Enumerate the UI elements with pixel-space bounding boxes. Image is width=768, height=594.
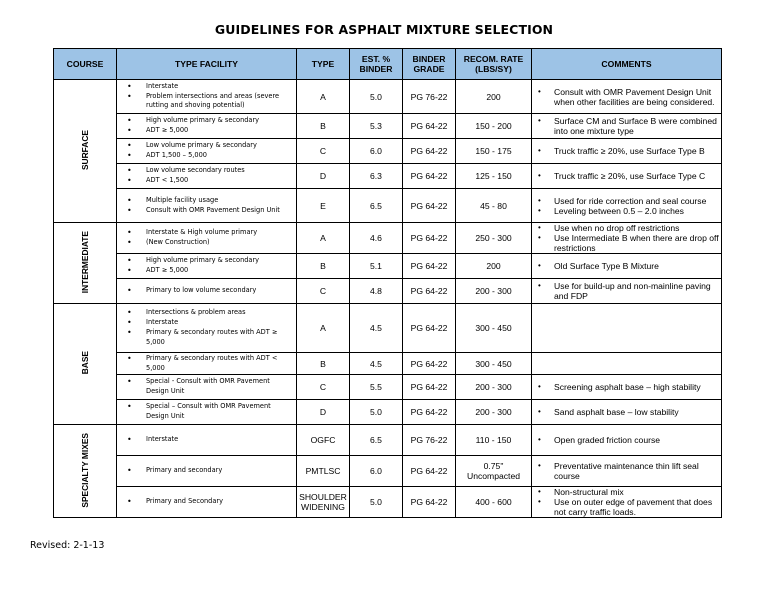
binder-grade-cell: PG 76-22 bbox=[403, 425, 456, 456]
type-facility-cell bbox=[117, 487, 297, 518]
facility-list bbox=[119, 377, 294, 397]
type-cell: PMTLSC bbox=[297, 456, 350, 487]
comments-cell bbox=[532, 164, 722, 189]
comments-cell bbox=[532, 400, 722, 425]
comments-cell bbox=[532, 189, 722, 223]
facility-item: • Primary and Secondary bbox=[119, 497, 294, 507]
facility-list bbox=[119, 286, 294, 296]
comments-cell bbox=[532, 254, 722, 279]
type-facility-cell bbox=[117, 80, 297, 114]
comment-item: • Preventative maintenance thin lift seal course bbox=[534, 461, 719, 481]
comments-cell bbox=[532, 139, 722, 164]
type-cell: C bbox=[297, 375, 350, 400]
comment-item: • Sand asphalt base – low stability bbox=[534, 407, 719, 417]
comments-cell bbox=[532, 487, 722, 518]
type-facility-cell bbox=[117, 353, 297, 375]
comments-cell bbox=[532, 223, 722, 254]
facility-item: • Low volume primary & secondary bbox=[119, 141, 294, 151]
comment-item: • Surface CM and Surface B were combined into one mixture type bbox=[534, 116, 719, 136]
type-facility-cell bbox=[117, 304, 297, 353]
facility-item: • Interstate & High volume primary bbox=[119, 228, 294, 238]
type-cell: B bbox=[297, 353, 350, 375]
table-row bbox=[54, 487, 722, 518]
type-facility-cell bbox=[117, 139, 297, 164]
recom-rate-cell: 200 - 300 bbox=[456, 375, 532, 400]
est-binder-cell: 5.0 bbox=[350, 400, 403, 425]
facility-item: • Interstate bbox=[119, 435, 294, 445]
recom-rate-cell: 200 bbox=[456, 254, 532, 279]
facility-item: • Problem intersections and areas (severe rutting and shoving potential) bbox=[119, 92, 294, 112]
est-binder-cell: 6.0 bbox=[350, 139, 403, 164]
est-binder-cell: 4.6 bbox=[350, 223, 403, 254]
facility-item: • Primary and secondary bbox=[119, 466, 294, 476]
binder-grade-cell: PG 64-22 bbox=[403, 189, 456, 223]
facility-item: • High volume primary & secondary bbox=[119, 256, 294, 266]
comment-item: • Truck traffic ≥ 20%, use Surface Type C bbox=[534, 171, 719, 181]
recom-rate-cell: 150 - 175 bbox=[456, 139, 532, 164]
est-binder-cell: 4.5 bbox=[350, 304, 403, 353]
comment-item: • Use on outer edge of pavement that does not carry traffic loads. bbox=[534, 497, 719, 517]
asphalt-mixture-table bbox=[53, 48, 722, 518]
recom-rate-cell: 0.75" Uncompacted bbox=[456, 456, 532, 487]
table-row bbox=[54, 279, 722, 304]
facility-list bbox=[119, 228, 294, 248]
recom-rate-cell: 300 - 450 bbox=[456, 304, 532, 353]
recom-rate-cell: 200 - 300 bbox=[456, 400, 532, 425]
binder-grade-cell: PG 64-22 bbox=[403, 254, 456, 279]
comments-cell bbox=[532, 456, 722, 487]
facility-item: • Special - Consult with OMR Pavement Design Unit bbox=[119, 377, 294, 397]
est-binder-cell: 6.3 bbox=[350, 164, 403, 189]
header-row bbox=[54, 49, 722, 80]
recom-rate-cell: 110 - 150 bbox=[456, 425, 532, 456]
table-row bbox=[54, 425, 722, 456]
table-row bbox=[54, 164, 722, 189]
type-cell: D bbox=[297, 164, 350, 189]
facility-list bbox=[119, 435, 294, 445]
binder-grade-cell: PG 64-22 bbox=[403, 304, 456, 353]
type-cell: C bbox=[297, 139, 350, 164]
facility-item: • (New Construction) bbox=[119, 238, 294, 248]
est-binder-cell: 5.5 bbox=[350, 375, 403, 400]
binder-grade-cell: PG 64-22 bbox=[403, 279, 456, 304]
type-facility-cell bbox=[117, 223, 297, 254]
recom-rate-cell: 300 - 450 bbox=[456, 353, 532, 375]
facility-item: • Primary & secondary routes with ADT < 5,000 bbox=[119, 354, 294, 374]
type-cell: B bbox=[297, 114, 350, 139]
facility-item: • Intersections & problem areas bbox=[119, 308, 294, 318]
comment-item: • Non-structural mix bbox=[534, 487, 719, 497]
comment-item: • Screening asphalt base – high stability bbox=[534, 382, 719, 392]
facility-item: • ADT < 1,500 bbox=[119, 176, 294, 186]
table-row bbox=[54, 353, 722, 375]
facility-list bbox=[119, 141, 294, 161]
binder-grade-cell: PG 64-22 bbox=[403, 487, 456, 518]
est-binder-cell: 6.5 bbox=[350, 425, 403, 456]
facility-list bbox=[119, 466, 294, 476]
course-label: INTERMEDIATE bbox=[80, 230, 90, 294]
type-cell: D bbox=[297, 400, 350, 425]
header-binder-grade: BINDER GRADE bbox=[403, 49, 456, 80]
comments-list bbox=[534, 87, 719, 107]
course-cell bbox=[54, 223, 117, 304]
comment-item: • Truck traffic ≥ 20%, use Surface Type B bbox=[534, 146, 719, 156]
binder-grade-cell: PG 64-22 bbox=[403, 456, 456, 487]
table-row bbox=[54, 375, 722, 400]
facility-item: • Multiple facility usage bbox=[119, 196, 294, 206]
facility-list bbox=[119, 256, 294, 276]
comment-item: • Use for build-up and non-mainline paving and FDP bbox=[534, 281, 719, 301]
table-row bbox=[54, 189, 722, 223]
recom-rate-cell: 150 - 200 bbox=[456, 114, 532, 139]
facility-list bbox=[119, 354, 294, 374]
table-row bbox=[54, 254, 722, 279]
type-facility-cell bbox=[117, 254, 297, 279]
comments-list bbox=[534, 407, 719, 417]
table-row bbox=[54, 456, 722, 487]
comments-cell bbox=[532, 80, 722, 114]
facility-list bbox=[119, 82, 294, 111]
comments-list bbox=[534, 196, 719, 216]
revision-date: Revised: 2-1-13 bbox=[30, 540, 105, 551]
recom-rate-cell: 200 bbox=[456, 80, 532, 114]
table-body bbox=[54, 80, 722, 518]
comments-list bbox=[534, 382, 719, 392]
type-facility-cell bbox=[117, 279, 297, 304]
facility-item: • Consult with OMR Pavement Design Unit bbox=[119, 206, 294, 216]
comment-item: • Use Intermediate B when there are drop off restrictions bbox=[534, 233, 719, 253]
est-binder-cell: 5.0 bbox=[350, 80, 403, 114]
binder-grade-cell: PG 64-22 bbox=[403, 353, 456, 375]
type-facility-cell bbox=[117, 164, 297, 189]
table-row bbox=[54, 114, 722, 139]
facility-item: • ADT 1,500 – 5,000 bbox=[119, 151, 294, 161]
table-row bbox=[54, 139, 722, 164]
facility-list bbox=[119, 166, 294, 186]
comments-cell bbox=[532, 425, 722, 456]
comments-list bbox=[534, 435, 719, 445]
table-row bbox=[54, 80, 722, 114]
est-binder-cell: 4.8 bbox=[350, 279, 403, 304]
type-cell: E bbox=[297, 189, 350, 223]
header-recom-rate: RECOM. RATE (LBS/SY) bbox=[456, 49, 532, 80]
comments-list bbox=[534, 487, 719, 517]
facility-list bbox=[119, 116, 294, 136]
facility-item: • Primary & secondary routes with ADT ≥ 5,000 bbox=[119, 328, 294, 348]
est-binder-cell: 5.3 bbox=[350, 114, 403, 139]
binder-grade-cell: PG 64-22 bbox=[403, 114, 456, 139]
type-facility-cell bbox=[117, 425, 297, 456]
course-cell bbox=[54, 80, 117, 223]
header-est-binder: EST. % BINDER bbox=[350, 49, 403, 80]
type-cell: A bbox=[297, 80, 350, 114]
facility-list bbox=[119, 196, 294, 216]
est-binder-cell: 4.5 bbox=[350, 353, 403, 375]
comments-cell bbox=[532, 304, 722, 353]
type-cell: OGFC bbox=[297, 425, 350, 456]
comments-cell bbox=[532, 279, 722, 304]
comment-item: • Used for ride correction and seal course bbox=[534, 196, 719, 206]
type-facility-cell bbox=[117, 400, 297, 425]
table-row bbox=[54, 223, 722, 254]
binder-grade-cell: PG 64-22 bbox=[403, 164, 456, 189]
header-comments: COMMENTS bbox=[532, 49, 722, 80]
facility-item: • Interstate bbox=[119, 82, 294, 92]
type-facility-cell bbox=[117, 375, 297, 400]
facility-item: • ADT ≥ 5,000 bbox=[119, 266, 294, 276]
type-cell: A bbox=[297, 223, 350, 254]
comments-cell bbox=[532, 114, 722, 139]
header-course: COURSE bbox=[54, 49, 117, 80]
binder-grade-cell: PG 64-22 bbox=[403, 223, 456, 254]
facility-item: • High volume primary & secondary bbox=[119, 116, 294, 126]
recom-rate-cell: 400 - 600 bbox=[456, 487, 532, 518]
facility-list bbox=[119, 402, 294, 422]
course-label: BASE bbox=[80, 351, 90, 375]
table-row bbox=[54, 400, 722, 425]
type-cell: C bbox=[297, 279, 350, 304]
est-binder-cell: 5.1 bbox=[350, 254, 403, 279]
type-facility-cell bbox=[117, 456, 297, 487]
facility-item: • ADT ≥ 5,000 bbox=[119, 126, 294, 136]
comment-item: • Old Surface Type B Mixture bbox=[534, 261, 719, 271]
comments-list bbox=[534, 281, 719, 301]
comment-item: • Use when no drop off restrictions bbox=[534, 223, 719, 233]
comments-list bbox=[534, 146, 719, 156]
binder-grade-cell: PG 76-22 bbox=[403, 80, 456, 114]
facility-item: • Interstate bbox=[119, 318, 294, 328]
comment-item: • Open graded friction course bbox=[534, 435, 719, 445]
course-label: SPECIALTY MIXES bbox=[80, 432, 90, 508]
recom-rate-cell: 250 - 300 bbox=[456, 223, 532, 254]
facility-item: • Special – Consult with OMR Pavement Design Unit bbox=[119, 402, 294, 422]
comments-list bbox=[534, 223, 719, 253]
facility-item: • Primary to low volume secondary bbox=[119, 286, 294, 296]
type-facility-cell bbox=[117, 114, 297, 139]
comments-cell bbox=[532, 375, 722, 400]
comments-list bbox=[534, 116, 719, 136]
course-cell bbox=[54, 425, 117, 518]
recom-rate-cell: 200 - 300 bbox=[456, 279, 532, 304]
type-cell: B bbox=[297, 254, 350, 279]
facility-item: • Low volume secondary routes bbox=[119, 166, 294, 176]
recom-rate-cell: 125 - 150 bbox=[456, 164, 532, 189]
document-title: GUIDELINES FOR ASPHALT MIXTURE SELECTION bbox=[214, 22, 554, 37]
binder-grade-cell: PG 64-22 bbox=[403, 139, 456, 164]
facility-list bbox=[119, 497, 294, 507]
course-cell bbox=[54, 304, 117, 425]
recom-rate-cell: 45 - 80 bbox=[456, 189, 532, 223]
comment-item: • Leveling between 0.5 – 2.0 inches bbox=[534, 206, 719, 216]
est-binder-cell: 6.5 bbox=[350, 189, 403, 223]
binder-grade-cell: PG 64-22 bbox=[403, 375, 456, 400]
table-row bbox=[54, 304, 722, 353]
comments-list bbox=[534, 171, 719, 181]
type-cell: A bbox=[297, 304, 350, 353]
header-type: TYPE bbox=[297, 49, 350, 80]
binder-grade-cell: PG 64-22 bbox=[403, 400, 456, 425]
comments-cell bbox=[532, 353, 722, 375]
type-facility-cell bbox=[117, 189, 297, 223]
est-binder-cell: 6.0 bbox=[350, 456, 403, 487]
est-binder-cell: 5.0 bbox=[350, 487, 403, 518]
type-cell: SHOULDER WIDENING bbox=[297, 487, 350, 518]
comments-list bbox=[534, 461, 719, 481]
course-label: SURFACE bbox=[80, 129, 90, 171]
comments-list bbox=[534, 261, 719, 271]
comment-item: • Consult with OMR Pavement Design Unit when other facilities are being considered. bbox=[534, 87, 719, 107]
facility-list bbox=[119, 308, 294, 347]
header-type-facility: TYPE FACILITY bbox=[117, 49, 297, 80]
